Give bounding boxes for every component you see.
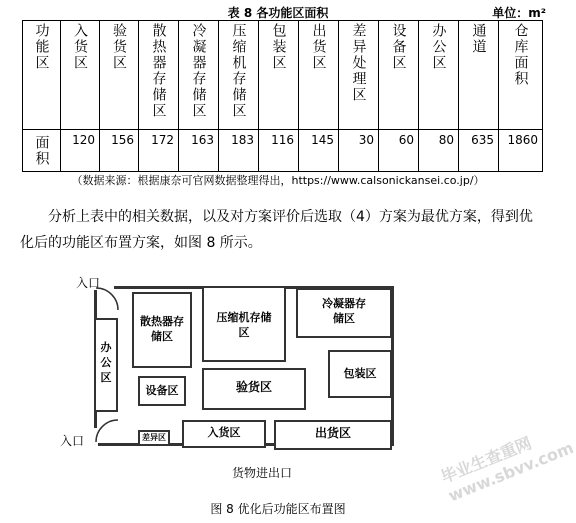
value-cell: 116 [259, 130, 299, 172]
watermark: 毕业生查重网 www.sbvv.com [438, 433, 576, 506]
table-caption: 表 8 各功能区面积 [227, 6, 329, 20]
header-cell: 差异处理区 [339, 21, 379, 130]
header-cell: 办公区 [419, 21, 459, 130]
zone-radiator-label: 散热器存储区 [140, 315, 184, 343]
table-row [23, 130, 543, 172]
value-cell: 1860 [499, 130, 543, 172]
zone-outbound-label: 出货区 [314, 426, 351, 440]
header-cell: 功能区 [23, 21, 61, 130]
zone-packing [328, 350, 392, 398]
gate-label: 货物进出口 [232, 466, 293, 480]
area-table [22, 20, 543, 172]
value-cell: 156 [100, 130, 139, 172]
value-cell: 60 [379, 130, 419, 172]
zone-difference [138, 430, 170, 446]
row-label-cell: 面积 [23, 130, 61, 172]
header-cell: 设备区 [379, 21, 419, 130]
door-arc-top [94, 286, 124, 316]
value-cell: 183 [219, 130, 259, 172]
header-cell: 冷凝器存储区 [179, 21, 219, 130]
header-cell: 通道 [459, 21, 499, 130]
header-cell: 仓库面积 [499, 21, 543, 130]
figure-caption: 图 8 优化后功能区布置图 [210, 502, 346, 516]
zone-inspection [202, 368, 306, 410]
zone-condenser [296, 288, 392, 338]
body-paragraph: 分析上表中的相关数据，以及对方案评价后选取（4）方案为最优方案，得到优化后的功能区布置方案，如图 8 所示。 [20, 209, 533, 251]
entrance-left-label: 入口 [60, 434, 85, 448]
zone-packing-label: 包装区 [343, 367, 377, 380]
value-cell: 80 [419, 130, 459, 172]
zone-equipment-label: 设备区 [145, 384, 179, 397]
value-cell: 120 [61, 130, 100, 172]
value-cell: 145 [299, 130, 339, 172]
header-cell: 压缩机存储区 [219, 21, 259, 130]
header-cell: 包装区 [259, 21, 299, 130]
header-cell: 出货区 [299, 21, 339, 130]
value-cell: 163 [179, 130, 219, 172]
layout-diagram [56, 258, 536, 488]
header-cell: 散热器存储区 [139, 21, 179, 130]
table-header-row [23, 21, 543, 130]
table-unit: 单位：m² [492, 6, 546, 20]
zone-difference-label: 差异区 [142, 432, 166, 442]
zone-radiator [132, 292, 192, 368]
zone-equipment [138, 376, 186, 406]
zone-inbound [182, 420, 266, 448]
source-note: （数据来源：根据康奈可官网数据整理得出，https://www.calsonickansei.co.jp/） [71, 174, 485, 187]
door-arc-left [94, 418, 124, 448]
zone-inspection-label: 验货区 [235, 380, 272, 394]
zone-outbound [274, 420, 392, 450]
zone-compressor [202, 286, 286, 362]
value-cell: 635 [459, 130, 499, 172]
zone-office-label: 办公区 [100, 341, 112, 384]
zone-office [94, 318, 118, 412]
zone-compressor-label: 压缩机存储区 [216, 311, 272, 339]
zone-condenser-label: 冷凝器存储区 [322, 297, 366, 325]
entrance-top-label: 入口 [76, 276, 101, 290]
value-cell: 172 [139, 130, 179, 172]
header-cell: 入货区 [61, 21, 100, 130]
zone-inbound-label: 入货区 [207, 426, 241, 439]
header-cell: 验货区 [100, 21, 139, 130]
value-cell: 30 [339, 130, 379, 172]
